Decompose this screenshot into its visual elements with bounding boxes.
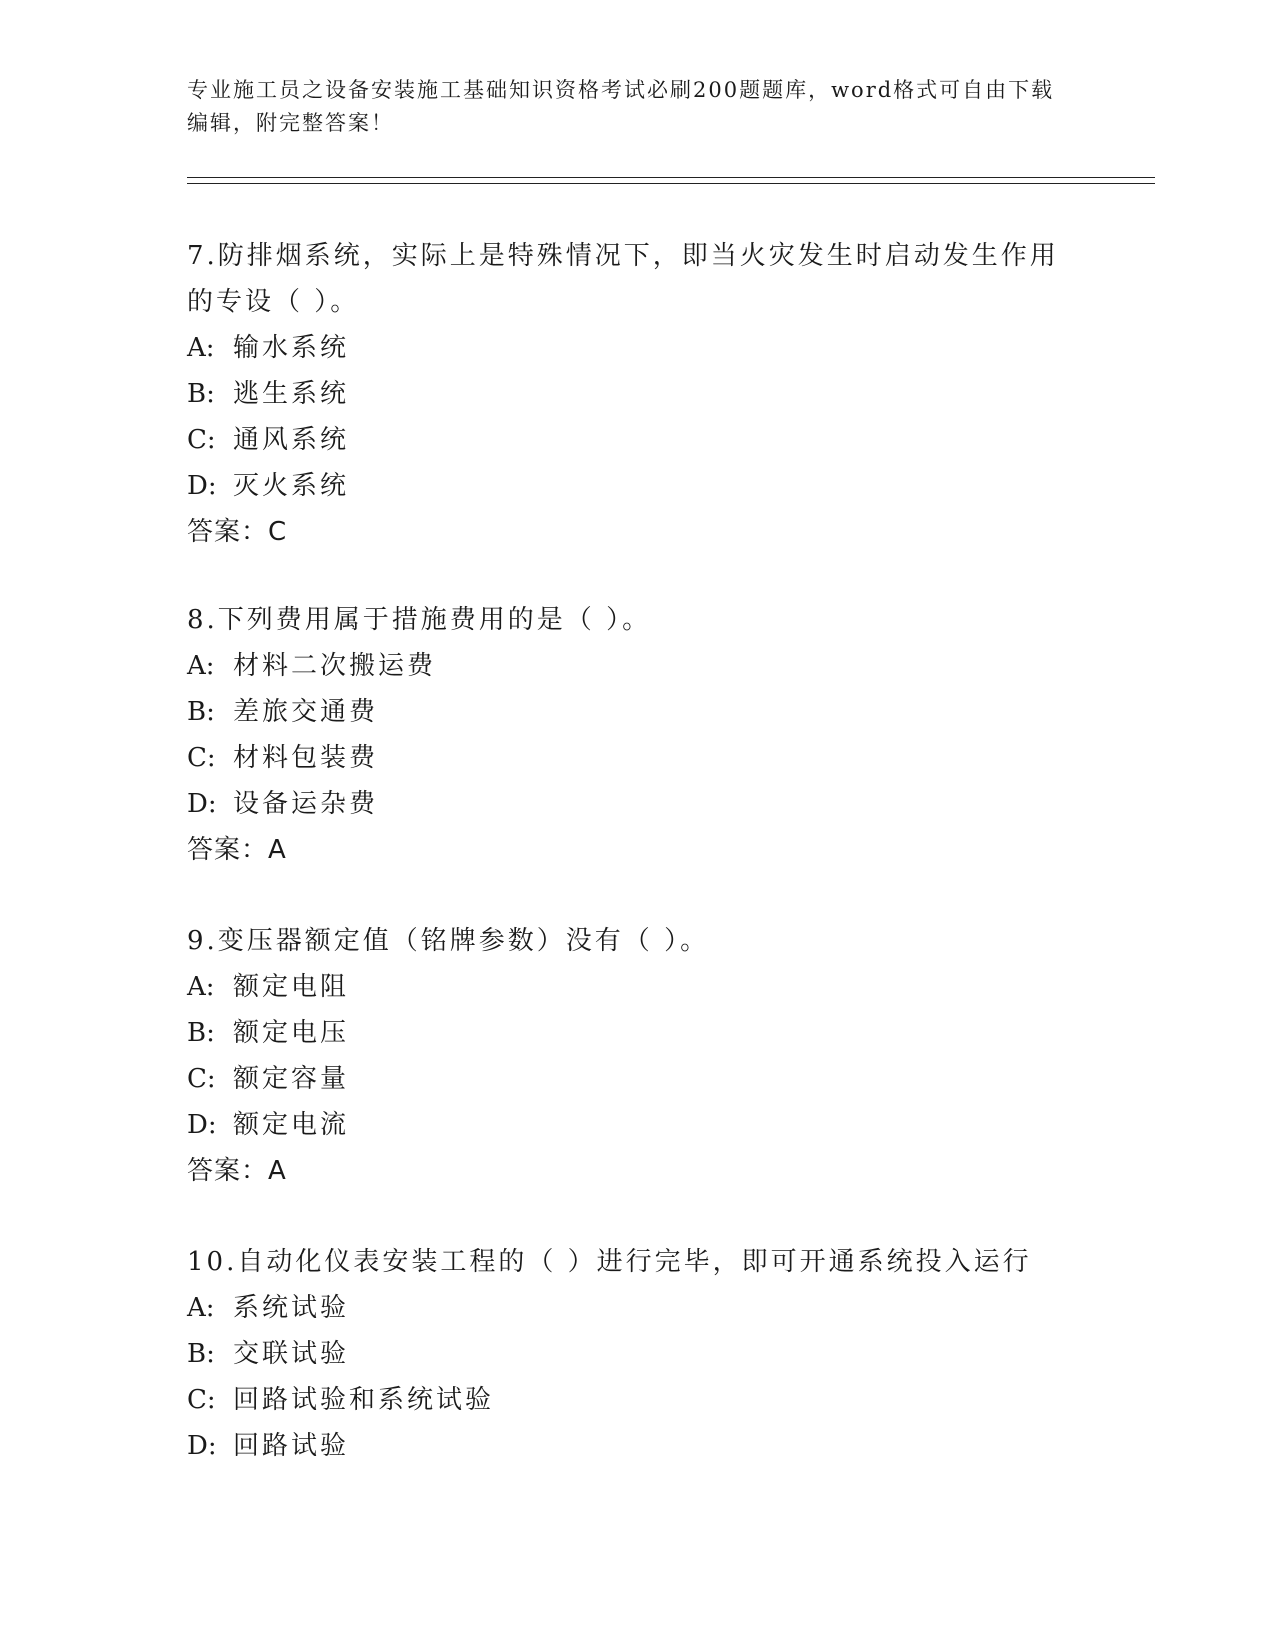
option-letter: C:	[187, 1064, 216, 1094]
option-text: 灭火系统	[233, 471, 350, 501]
option-a	[187, 964, 1087, 1010]
question-title: 10.自动化仪表安装工程的（ ）进行完毕，即可开通系统投入运行	[187, 1247, 1032, 1277]
question-title: 9.变压器额定值（铭牌参数）没有（ ）。	[187, 926, 710, 956]
option-text: 额定电压	[233, 1018, 350, 1048]
option-d	[187, 1102, 1087, 1148]
option-b	[187, 371, 1087, 417]
document-header: 专业施工员之设备安装施工基础知识资格考试必刷200题题库，word格式可自由下载编辑，附完整答案！	[187, 78, 1055, 135]
option-text: 通风系统	[233, 425, 350, 455]
option-c	[187, 417, 1087, 463]
option-letter: C:	[187, 425, 216, 455]
option-text: 材料二次搬运费	[233, 651, 437, 681]
option-letter: A:	[187, 1293, 215, 1323]
question-9	[187, 918, 1087, 1194]
header-divider-top	[187, 177, 1155, 178]
option-letter: C:	[187, 743, 216, 773]
answer-line: 答案：A	[187, 835, 287, 865]
answer-line: 答案：A	[187, 1156, 287, 1186]
option-c	[187, 735, 1087, 781]
option-b	[187, 689, 1087, 735]
answer-line: 答案：C	[187, 517, 288, 547]
option-a	[187, 325, 1087, 371]
option-letter: C:	[187, 1385, 216, 1415]
option-letter: D:	[187, 1431, 217, 1461]
option-text: 逃生系统	[233, 379, 350, 409]
option-text: 输水系统	[233, 333, 350, 363]
option-text: 设备运杂费	[233, 789, 379, 819]
option-letter: B:	[187, 697, 215, 727]
option-letter: A:	[187, 333, 215, 363]
option-letter: D:	[187, 471, 217, 501]
question-8	[187, 597, 1087, 873]
option-b	[187, 1010, 1087, 1056]
option-text: 额定电流	[233, 1110, 350, 1140]
option-letter: A:	[187, 651, 215, 681]
option-text: 回路试验	[233, 1431, 350, 1461]
option-c	[187, 1056, 1087, 1102]
option-text: 材料包装费	[233, 743, 379, 773]
option-c	[187, 1377, 1087, 1423]
question-title: 8.下列费用属于措施费用的是（ ）。	[187, 605, 652, 635]
option-a	[187, 643, 1087, 689]
option-d	[187, 463, 1087, 509]
option-text: 差旅交通费	[233, 697, 379, 727]
option-text: 额定电阻	[233, 972, 350, 1002]
question-title: 7.防排烟系统，实际上是特殊情况下，即当火灾发生时启动发生作用的专设（ ）。	[187, 241, 1059, 317]
question-10	[187, 1239, 1087, 1469]
option-text: 交联试验	[233, 1339, 350, 1369]
option-d	[187, 1423, 1087, 1469]
question-7	[187, 233, 1087, 555]
option-text: 回路试验和系统试验	[233, 1385, 495, 1415]
option-b	[187, 1331, 1087, 1377]
option-d	[187, 781, 1087, 827]
option-text: 额定容量	[233, 1064, 350, 1094]
option-letter: B:	[187, 1339, 215, 1369]
header-divider-bottom	[187, 183, 1155, 184]
option-a	[187, 1285, 1087, 1331]
option-text: 系统试验	[233, 1293, 350, 1323]
option-letter: D:	[187, 1110, 217, 1140]
option-letter: D:	[187, 789, 217, 819]
option-letter: B:	[187, 1018, 215, 1048]
option-letter: A:	[187, 972, 215, 1002]
option-letter: B:	[187, 379, 215, 409]
